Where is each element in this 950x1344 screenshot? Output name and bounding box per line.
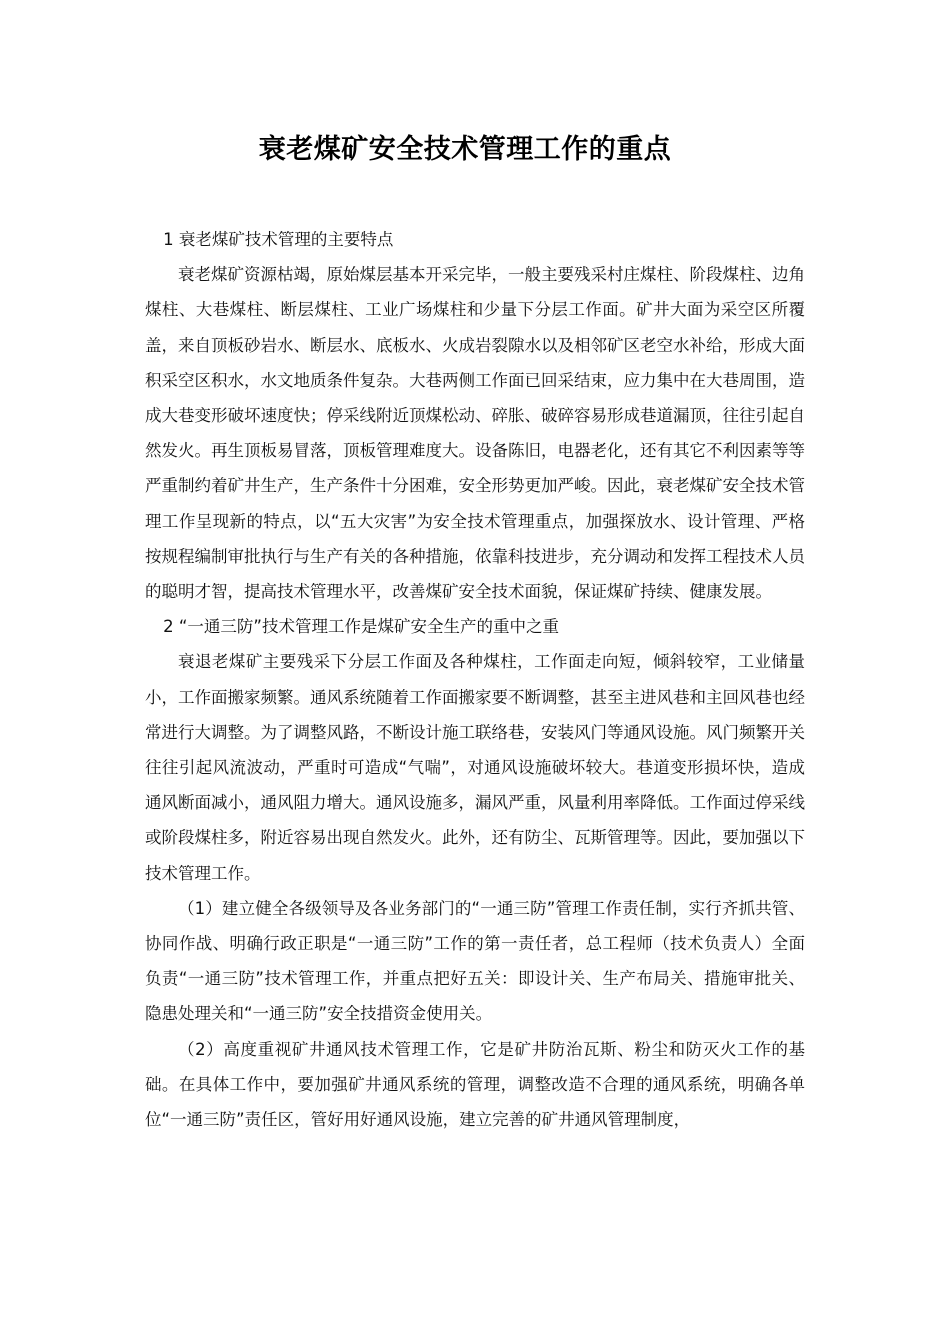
section-heading-1: 1 衰老煤矿技术管理的主要特点 <box>163 230 394 249</box>
document-title: 衰老煤矿安全技术管理工作的重点 <box>258 134 672 165</box>
document-body <box>145 222 805 1137</box>
section-2-item-1: （1）建立健全各级领导及各业务部门的“一通三防”管理工作责任制，实行齐抓共管、协同作战、明确行政正职是“一通三防”工作的第一责任者，总工程师（技术负责人）全面负责“一通三防”技术管理工作，并重点把好五关：即设计关、生产布局关、措施审批关、隐患处理关和“一通三防”安全技措资金使用关。 <box>145 898 805 1024</box>
section-1-paragraph: 衰老煤矿资源枯竭，原始煤层基本开采完毕，一般主要残采村庄煤柱、阶段煤柱、边角煤柱、大巷煤柱、断层煤柱、工业广场煤柱和少量下分层工作面。矿井大面为采空区所覆盖，来自顶板砂岩水、断层水、底板水、火成岩裂隙水以及相邻矿区老空水补给，形成大面积采空区积水，水文地质条件复杂。大巷两侧工作面已回采结束，应力集中在大巷周围，造成大巷变形破坏速度快；停采线附近顶煤松动、碎胀、破碎容易形成巷道漏顶，往往引起自然发火。再生顶板易冒落，顶板管理难度大。设备陈旧，电器老化，还有其它不利因素等等严重制约着矿井生产，生产条件十分困难，安全形势更加严峻。因此，衰老煤矿安全技术管理工作呈现新的特点，以“五大灾害”为安全技术管理重点，加强探放水、设计管理、严格按规程编制审批执行与生产有关的各种措施，依靠科技进步，充分调动和发挥工程技术人员的聪明才智，提高技术管理水平，改善煤矿安全技术面貌，保证煤矿持续、健康发展。 <box>145 265 805 602</box>
section-2-paragraph: 衰退老煤矿主要残采下分层工作面及各种煤柱，工作面走向短，倾斜较窄，工业储量小，工作面搬家频繁。通风系统随着工作面搬家要不断调整，甚至主进风巷和主回风巷也经常进行大调整。为了调整风路，不断设计施工联络巷，安装风门等通风设施。风门频繁开关往往引起风流波动，严重时可造成“气喘”，对通风设施破坏较大。巷道变形损坏快，造成通风断面减小，通风阻力增大。通风设施多，漏风严重，风量利用率降低。工作面过停采线或阶段煤柱多，附近容易出现自然发火。此外，还有防尘、瓦斯管理等。因此，要加强以下技术管理工作。 <box>145 652 805 883</box>
section-heading-2: 2 “一通三防”技术管理工作是煤矿安全生产的重中之重 <box>163 617 559 637</box>
section-2-item-2: （2）高度重视矿井通风技术管理工作，它是矿井防治瓦斯、粉尘和防灭火工作的基础。在具体工作中，要加强矿井通风系统的管理，调整改造不合理的通风系统，明确各单位“一通三防”责任区，管好用好通风设施，建立完善的矿井通风管理制度， <box>145 1039 805 1130</box>
